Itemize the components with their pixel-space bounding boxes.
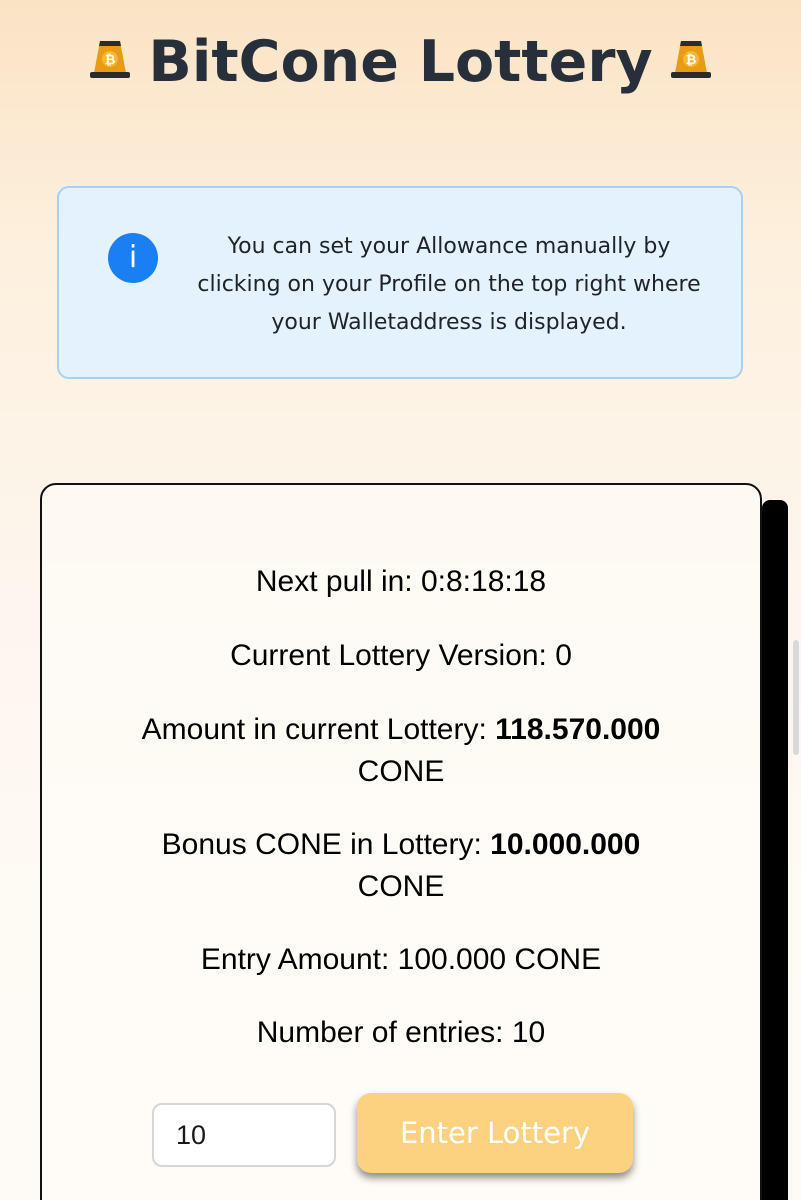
lottery-version-stat — [42, 635, 760, 677]
lottery-amount-stat — [42, 709, 760, 793]
page-title: BitCone Lottery — [148, 29, 653, 95]
bonus-cone-value: 10.000.000 — [490, 828, 641, 861]
next-pull-value: 0:8:18:18 — [420, 565, 547, 598]
next-pull-label: Next pull in: — [255, 565, 421, 598]
bonus-cone-label: Bonus CONE in Lottery: — [161, 828, 491, 861]
lottery-version-label: Current Lottery Version: — [230, 639, 556, 672]
entries-count-stat — [42, 1012, 760, 1054]
cone-icon — [86, 35, 134, 83]
info-icon: i — [108, 233, 158, 283]
svg-text:₿: ₿ — [685, 53, 696, 68]
bonus-cone-unit: CONE — [357, 870, 445, 903]
card-shadow — [762, 500, 788, 1200]
lottery-version-value: 0 — [555, 639, 572, 672]
entries-count-value: 10 — [511, 1016, 546, 1049]
entries-count-label: Number of entries: — [256, 1016, 512, 1049]
entry-amount-stat — [42, 939, 760, 981]
bonus-cone-stat — [42, 824, 760, 908]
lottery-card — [40, 483, 762, 1200]
allowance-info-alert — [57, 186, 743, 379]
entry-amount-value: 100.000 CONE — [397, 943, 602, 976]
lottery-amount-unit: CONE — [357, 755, 445, 788]
entry-count-input[interactable] — [152, 1103, 336, 1167]
info-message: You can set your Allowance manually by clicking on your Profile on the top right where your Walletaddress is displayed. — [197, 234, 701, 335]
enter-lottery-button[interactable]: Enter Lottery — [357, 1093, 633, 1173]
svg-text:₿: ₿ — [105, 53, 116, 68]
header — [0, 20, 801, 104]
next-pull-stat — [42, 561, 760, 603]
lottery-amount-value: 118.570.000 — [495, 713, 661, 746]
scrollbar-thumb[interactable] — [793, 640, 799, 755]
lottery-amount-label: Amount in current Lottery: — [141, 713, 496, 746]
cone-icon — [667, 35, 715, 83]
entry-amount-label: Entry Amount: — [200, 943, 398, 976]
